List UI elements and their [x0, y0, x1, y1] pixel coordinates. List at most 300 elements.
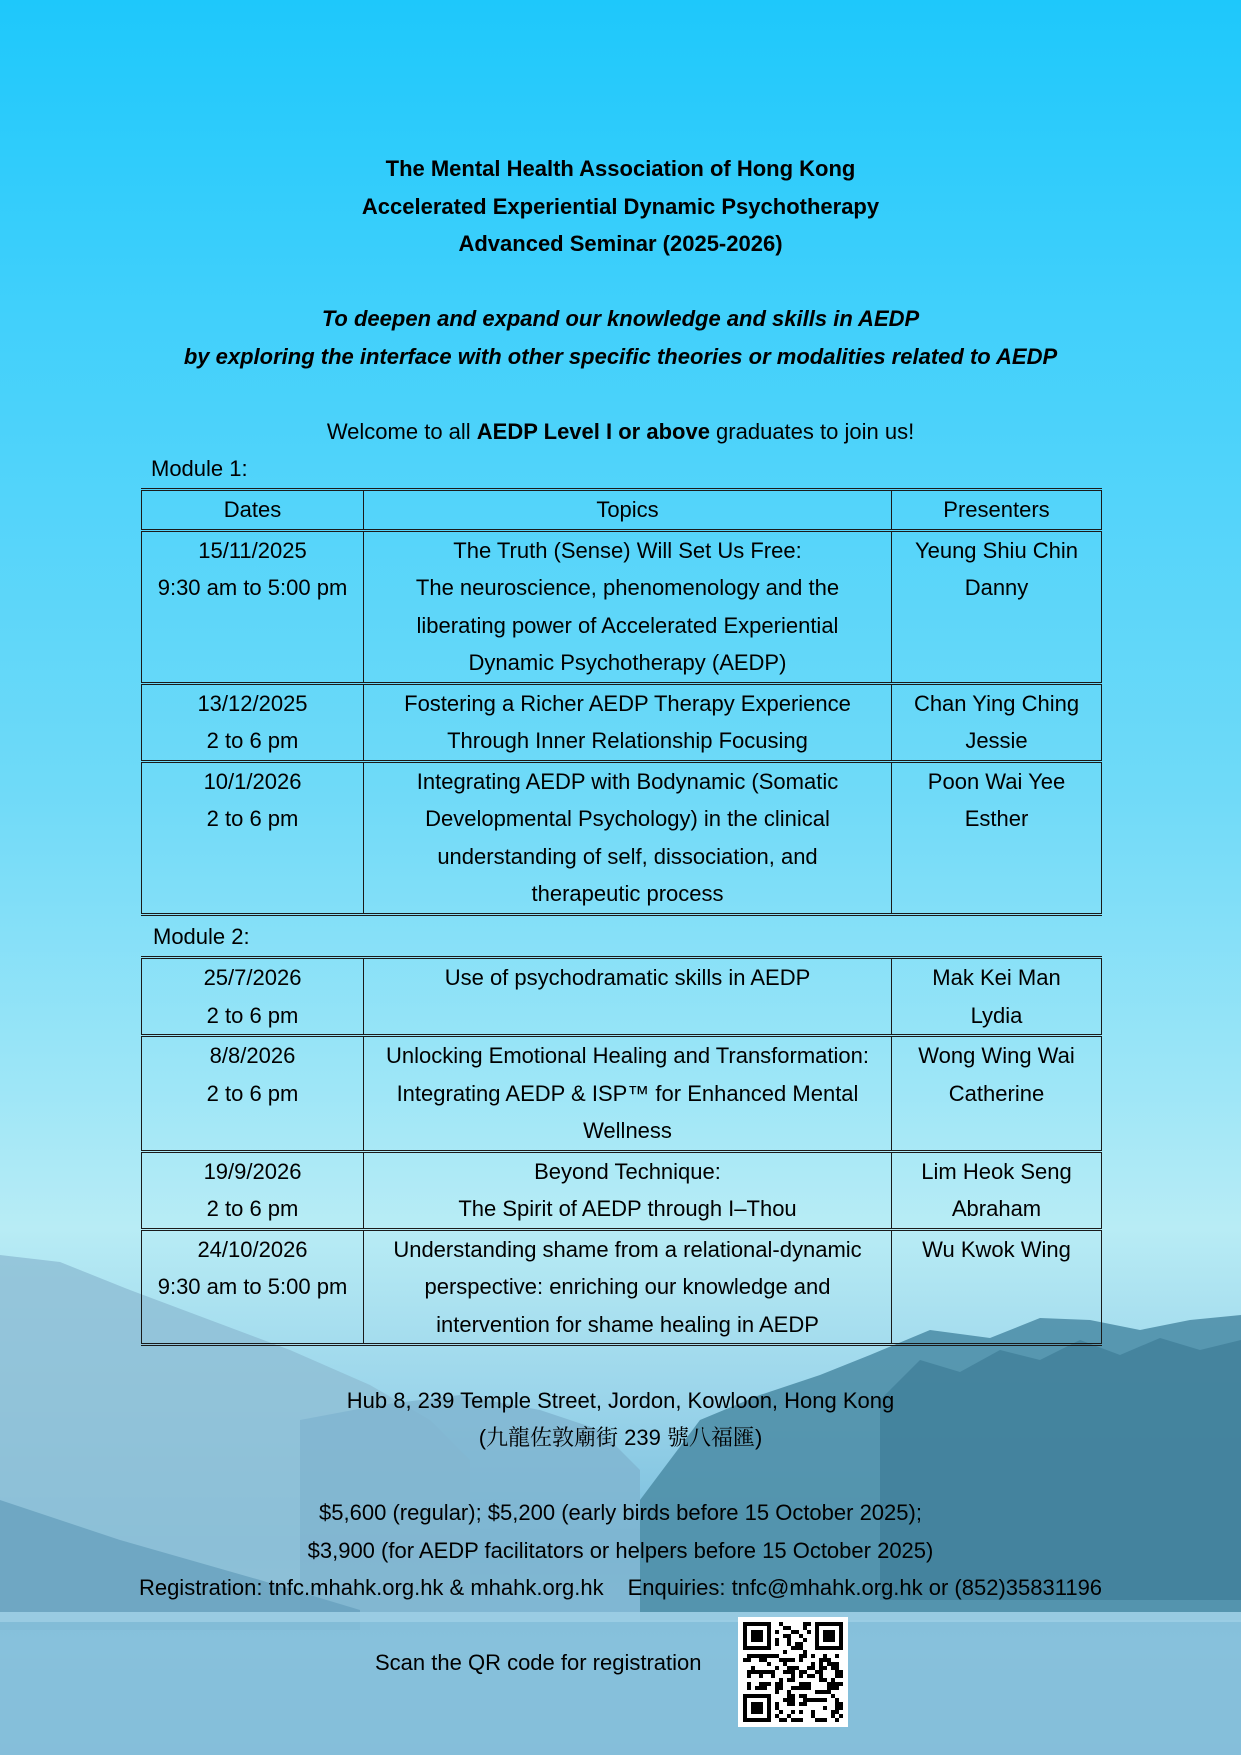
- qr-module: [779, 1718, 783, 1722]
- qr-module: [759, 1682, 763, 1686]
- qr-module: [815, 1642, 819, 1646]
- qr-module: [751, 1706, 755, 1710]
- qr-module: [775, 1706, 779, 1710]
- qr-module: [835, 1702, 839, 1706]
- qr-module: [815, 1646, 819, 1650]
- session-time: 2 to 6 pm: [206, 728, 299, 753]
- qr-module: [787, 1642, 791, 1646]
- table-row: [142, 1036, 1102, 1152]
- qr-module: [795, 1630, 799, 1634]
- qr-module: [755, 1654, 759, 1658]
- qr-module: [783, 1658, 787, 1662]
- qr-module: [743, 1706, 747, 1710]
- topic-line: Wellness: [583, 1118, 672, 1143]
- qr-module: [811, 1666, 815, 1670]
- qr-module: [791, 1646, 795, 1650]
- session-time: 9:30 am to 5:00 pm: [157, 1274, 348, 1299]
- qr-module: [791, 1694, 795, 1698]
- qr-module: [839, 1634, 843, 1638]
- qr-module: [743, 1718, 747, 1722]
- topic-cell: [364, 1229, 892, 1345]
- qr-module: [787, 1714, 791, 1718]
- qr-module: [791, 1686, 795, 1690]
- qr-module: [815, 1626, 819, 1630]
- qr-module: [763, 1654, 767, 1658]
- qr-module: [767, 1626, 771, 1630]
- qr-module: [827, 1682, 831, 1686]
- qr-module: [831, 1662, 835, 1666]
- qr-module: [803, 1650, 807, 1654]
- qr-module: [839, 1626, 843, 1630]
- qr-module: [839, 1706, 843, 1710]
- qr-module: [791, 1718, 795, 1722]
- qr-module: [799, 1642, 803, 1646]
- qr-module: [839, 1702, 843, 1706]
- qr-module: [831, 1682, 835, 1686]
- qr-module: [791, 1678, 795, 1682]
- presenter-cell: [892, 1036, 1102, 1152]
- qr-module: [743, 1634, 747, 1638]
- presenter-name: Poon Wai Yee: [927, 768, 1066, 794]
- session-time: 2 to 6 pm: [206, 1196, 299, 1221]
- qr-module: [819, 1666, 823, 1670]
- qr-module: [819, 1678, 823, 1682]
- topic-line: liberating power of Accelerated Experiential: [416, 612, 839, 638]
- qr-module: [743, 1622, 747, 1626]
- qr-module: [807, 1698, 811, 1702]
- qr-module: [819, 1698, 823, 1702]
- topic-cell: [364, 761, 892, 914]
- qr-module: [759, 1674, 763, 1678]
- seminar-title: Advanced Seminar (2025-2026): [458, 231, 783, 256]
- qr-module: [751, 1670, 755, 1674]
- qr-module: [759, 1646, 763, 1650]
- session-date: 8/8/2026: [209, 1043, 296, 1068]
- presenter-cell: [892, 683, 1102, 761]
- qr-module: [747, 1646, 751, 1650]
- qr-module: [823, 1690, 827, 1694]
- date-cell: [142, 530, 364, 683]
- presenter-name: Lydia: [970, 1002, 1023, 1028]
- qr-module: [779, 1678, 783, 1682]
- qr-module: [791, 1670, 795, 1674]
- qr-module: [831, 1694, 835, 1698]
- org-title: The Mental Health Association of Hong Kong: [385, 156, 856, 181]
- qr-module: [803, 1682, 807, 1686]
- qr-module: [759, 1710, 763, 1714]
- qr-module: [775, 1690, 779, 1694]
- qr-code-icon[interactable]: [738, 1617, 848, 1727]
- qr-module: [755, 1638, 759, 1642]
- qr-module: [835, 1666, 839, 1670]
- qr-module: [803, 1626, 807, 1630]
- qr-module: [751, 1630, 755, 1634]
- qr-module: [807, 1622, 811, 1626]
- session-date: 19/9/2026: [203, 1158, 302, 1184]
- qr-module: [743, 1698, 747, 1702]
- welcome-level: AEDP Level I or above: [476, 419, 710, 444]
- qr-module: [795, 1686, 799, 1690]
- qr-module: [775, 1714, 779, 1718]
- topic-cell: [364, 530, 892, 683]
- qr-module: [835, 1662, 839, 1666]
- qr-module: [767, 1662, 771, 1666]
- qr-module: [779, 1658, 783, 1662]
- topic-line: Fostering a Richer AEDP Therapy Experience: [404, 690, 851, 716]
- table-row: [142, 1229, 1102, 1345]
- presenter-name: Danny: [964, 575, 1029, 600]
- qr-module: [779, 1682, 783, 1686]
- qr-module: [811, 1674, 815, 1678]
- qr-module: [767, 1694, 771, 1698]
- date-cell: [142, 958, 364, 1036]
- presenter-cell: [892, 958, 1102, 1036]
- topic-line: The Spirit of AEDP through I–Thou: [458, 1196, 797, 1221]
- session-date: 24/10/2026: [197, 1236, 308, 1262]
- qr-module: [819, 1674, 823, 1678]
- qr-module: [803, 1698, 807, 1702]
- presenter-name: Wu Kwok Wing: [922, 1236, 1071, 1262]
- qr-module: [759, 1694, 763, 1698]
- qr-module: [759, 1658, 763, 1662]
- program-title: Accelerated Experiential Dynamic Psychotherapy: [361, 194, 880, 219]
- qr-module: [747, 1682, 751, 1686]
- topic-line: therapeutic process: [531, 881, 724, 906]
- qr-module: [819, 1670, 823, 1674]
- qr-module: [771, 1654, 775, 1658]
- qr-module: [835, 1706, 839, 1710]
- qr-module: [819, 1690, 823, 1694]
- qr-module: [759, 1670, 763, 1674]
- qr-module: [759, 1638, 763, 1642]
- date-cell: [142, 761, 364, 914]
- date-cell: [142, 683, 364, 761]
- qr-module: [751, 1710, 755, 1714]
- qr-module: [799, 1686, 803, 1690]
- qr-module: [835, 1718, 839, 1722]
- qr-module: [747, 1622, 751, 1626]
- qr-module: [763, 1670, 767, 1674]
- module-1-label: Module 1:: [151, 456, 248, 481]
- qr-module: [787, 1626, 791, 1630]
- qr-module: [815, 1630, 819, 1634]
- topic-line: The Truth (Sense) Will Set Us Free:: [453, 537, 802, 563]
- qr-module: [751, 1694, 755, 1698]
- qr-module: [747, 1686, 751, 1690]
- qr-module: [831, 1622, 835, 1626]
- fee-line-1: $5,600 (regular); $5,200 (early birds before 15 October 2025);: [319, 1500, 922, 1525]
- qr-module: [839, 1622, 843, 1626]
- qr-module: [763, 1694, 767, 1698]
- header-presenters: Presenters: [892, 490, 1102, 531]
- qr-module: [835, 1682, 839, 1686]
- qr-module: [839, 1630, 843, 1634]
- qr-module: [783, 1718, 787, 1722]
- session-date: 25/7/2026: [203, 965, 302, 990]
- qr-module: [787, 1678, 791, 1682]
- qr-module: [831, 1634, 835, 1638]
- presenter-name: Wong Wing Wai: [918, 1043, 1075, 1068]
- qr-module: [743, 1658, 747, 1662]
- table-row: [142, 683, 1102, 761]
- qr-module: [815, 1634, 819, 1638]
- qr-module: [839, 1646, 843, 1650]
- qr-module: [743, 1642, 747, 1646]
- qr-module: [763, 1658, 767, 1662]
- qr-module: [751, 1622, 755, 1626]
- qr-module: [799, 1670, 803, 1674]
- qr-module: [791, 1658, 795, 1662]
- module-2-table: [141, 956, 1102, 1346]
- qr-module: [751, 1634, 755, 1638]
- qr-module: [775, 1666, 779, 1670]
- qr-module: [755, 1694, 759, 1698]
- qr-module: [767, 1702, 771, 1706]
- presenter-name: Abraham: [951, 1196, 1042, 1221]
- qr-module: [835, 1710, 839, 1714]
- qr-module: [823, 1622, 827, 1626]
- presenter-cell: [892, 761, 1102, 914]
- topic-line: Unlocking Emotional Healing and Transformation:: [385, 1043, 870, 1068]
- qr-module: [787, 1670, 791, 1674]
- presenter-name: Mak Kei Man: [932, 965, 1061, 990]
- topic-line: Understanding shame from a relational-dynamic: [393, 1236, 862, 1262]
- qr-module: [771, 1670, 775, 1674]
- qr-module: [827, 1686, 831, 1690]
- qr-module: [755, 1702, 759, 1706]
- qr-module: [831, 1678, 835, 1682]
- qr-module: [815, 1622, 819, 1626]
- session-time: 2 to 6 pm: [206, 806, 299, 831]
- qr-module: [819, 1646, 823, 1650]
- qr-module: [835, 1674, 839, 1678]
- welcome-prefix: Welcome to all: [326, 419, 477, 444]
- qr-module: [751, 1654, 755, 1658]
- presenter-cell: [892, 530, 1102, 683]
- session-time: 2 to 6 pm: [206, 1002, 299, 1028]
- qr-module: [783, 1634, 787, 1638]
- qr-module: [755, 1634, 759, 1638]
- qr-module: [803, 1638, 807, 1642]
- qr-module: [795, 1646, 799, 1650]
- qr-module: [743, 1710, 747, 1714]
- qr-module: [755, 1710, 759, 1714]
- qr-module: [827, 1638, 831, 1642]
- qr-module: [839, 1674, 843, 1678]
- qr-module: [763, 1682, 767, 1686]
- date-cell: [142, 1036, 364, 1152]
- qr-module: [759, 1622, 763, 1626]
- qr-module: [831, 1714, 835, 1718]
- qr-module: [795, 1718, 799, 1722]
- qr-module: [763, 1718, 767, 1722]
- qr-module: [791, 1630, 795, 1634]
- qr-module: [807, 1630, 811, 1634]
- qr-module: [823, 1666, 827, 1670]
- qr-module: [823, 1718, 827, 1722]
- qr-module: [767, 1718, 771, 1722]
- qr-module: [823, 1706, 827, 1710]
- qr-module: [827, 1646, 831, 1650]
- qr-module: [759, 1706, 763, 1710]
- qr-module: [835, 1622, 839, 1626]
- qr-module: [787, 1698, 791, 1702]
- qr-module: [831, 1666, 835, 1670]
- venue-address: Hub 8, 239 Temple Street, Jordon, Kowloon, Hong Kong: [346, 1388, 895, 1413]
- topic-line: Developmental Psychology) in the clinical: [425, 806, 830, 831]
- qr-module: [839, 1642, 843, 1646]
- qr-module: [767, 1714, 771, 1718]
- header-topics: Topics: [364, 490, 892, 531]
- qr-module: [767, 1682, 771, 1686]
- qr-module: [823, 1638, 827, 1642]
- qr-module: [751, 1638, 755, 1642]
- qr-module: [783, 1670, 787, 1674]
- aim-line-1: To deepen and expand our knowledge and skills in AEDP: [321, 306, 920, 331]
- qr-module: [839, 1714, 843, 1718]
- qr-module: [835, 1646, 839, 1650]
- venue-chinese: (九龍佐敦廟街 239 號八福匯): [478, 1425, 763, 1450]
- qr-module: [823, 1630, 827, 1634]
- qr-module: [787, 1690, 791, 1694]
- qr-module: [743, 1714, 747, 1718]
- qr-module: [783, 1626, 787, 1630]
- qr-module: [815, 1698, 819, 1702]
- qr-module: [787, 1694, 791, 1698]
- qr-module: [819, 1662, 823, 1666]
- qr-module: [803, 1686, 807, 1690]
- aim-line-2: by exploring the interface with other specific theories or modalities related to AEDP: [183, 344, 1058, 369]
- topic-cell: [364, 1151, 892, 1229]
- presenter-name: Lim Heok Seng: [921, 1158, 1072, 1184]
- qr-module: [823, 1646, 827, 1650]
- contact-line: [0, 1573, 1241, 1603]
- qr-module: [835, 1686, 839, 1690]
- qr-module: [747, 1674, 751, 1678]
- topic-line: Beyond Technique:: [534, 1158, 721, 1184]
- module-1-table: [141, 488, 1102, 916]
- qr-module: [827, 1658, 831, 1662]
- qr-module: [751, 1702, 755, 1706]
- topic-line: Dynamic Psychotherapy (AEDP): [468, 650, 787, 675]
- presenter-name: Jessie: [965, 728, 1028, 753]
- qr-module: [827, 1662, 831, 1666]
- qr-module: [779, 1710, 783, 1714]
- qr-module: [775, 1702, 779, 1706]
- qr-module: [799, 1702, 803, 1706]
- qr-module: [799, 1718, 803, 1722]
- qr-module: [823, 1654, 827, 1658]
- qr-module: [799, 1658, 803, 1662]
- qr-module: [771, 1674, 775, 1678]
- qr-module: [775, 1654, 779, 1658]
- qr-module: [831, 1638, 835, 1642]
- presenter-name: Esther: [964, 806, 1029, 831]
- qr-module: [791, 1666, 795, 1670]
- qr-module: [803, 1622, 807, 1626]
- qr-module: [755, 1670, 759, 1674]
- topic-line: intervention for shame healing in AEDP: [436, 1311, 819, 1337]
- session-date: 13/12/2025: [197, 690, 308, 716]
- qr-module: [795, 1666, 799, 1670]
- qr-module: [775, 1686, 779, 1690]
- qr-module: [767, 1710, 771, 1714]
- qr-module: [743, 1638, 747, 1642]
- qr-module: [759, 1718, 763, 1722]
- welcome-suffix: graduates to join us!: [709, 419, 915, 444]
- qr-module: [791, 1710, 795, 1714]
- qr-module: [823, 1658, 827, 1662]
- topic-line: Integrating AEDP with Bodynamic (Somatic: [416, 768, 839, 794]
- date-cell: [142, 1151, 364, 1229]
- qr-module: [787, 1658, 791, 1662]
- qr-module: [819, 1718, 823, 1722]
- qr-module: [767, 1646, 771, 1650]
- qr-module: [791, 1674, 795, 1678]
- qr-module: [807, 1666, 811, 1670]
- qr-module: [755, 1706, 759, 1710]
- qr-module: [775, 1630, 779, 1634]
- qr-module: [759, 1654, 763, 1658]
- module-2-label: Module 2:: [153, 924, 250, 949]
- qr-module: [839, 1670, 843, 1674]
- qr-module: [827, 1622, 831, 1626]
- qr-module: [787, 1634, 791, 1638]
- qr-module: [755, 1686, 759, 1690]
- qr-module: [799, 1710, 803, 1714]
- qr-module: [751, 1666, 755, 1670]
- qr-module: [811, 1654, 815, 1658]
- qr-module: [751, 1646, 755, 1650]
- qr-module: [827, 1634, 831, 1638]
- qr-module: [759, 1634, 763, 1638]
- qr-module: [791, 1702, 795, 1706]
- qr-module: [815, 1718, 819, 1722]
- qr-module: [799, 1634, 803, 1638]
- qr-module: [831, 1630, 835, 1634]
- qr-module: [827, 1690, 831, 1694]
- qr-module: [835, 1698, 839, 1702]
- qr-module: [839, 1638, 843, 1642]
- presenter-cell: [892, 1151, 1102, 1229]
- qr-module: [763, 1646, 767, 1650]
- topic-line: perspective: enriching our knowledge and: [424, 1274, 831, 1299]
- date-cell: [142, 1229, 364, 1345]
- topic-line: Through Inner Relationship Focusing: [447, 728, 808, 753]
- fee-line-2: $3,900 (for AEDP facilitators or helpers before 15 October 2025): [307, 1538, 934, 1563]
- topic-line: Use of psychodramatic skills in AEDP: [444, 965, 811, 990]
- qr-module: [767, 1654, 771, 1658]
- table-row: [142, 530, 1102, 683]
- presenter-name: Yeung Shiu Chin: [914, 537, 1079, 563]
- qr-module: [827, 1630, 831, 1634]
- qr-module: [819, 1622, 823, 1626]
- qr-module: [799, 1682, 803, 1686]
- qr-module: [807, 1682, 811, 1686]
- topic-line: The neuroscience, phenomenology and the: [415, 575, 840, 600]
- qr-module: [783, 1650, 787, 1654]
- session-time: 2 to 6 pm: [206, 1080, 299, 1106]
- qr-module: [831, 1686, 835, 1690]
- qr-module: [747, 1654, 751, 1658]
- qr-module: [755, 1718, 759, 1722]
- qr-module: [839, 1682, 843, 1686]
- qr-module: [799, 1654, 803, 1658]
- qr-module: [763, 1622, 767, 1626]
- qr-module: [763, 1686, 767, 1690]
- qr-module: [815, 1638, 819, 1642]
- qr-module: [815, 1690, 819, 1694]
